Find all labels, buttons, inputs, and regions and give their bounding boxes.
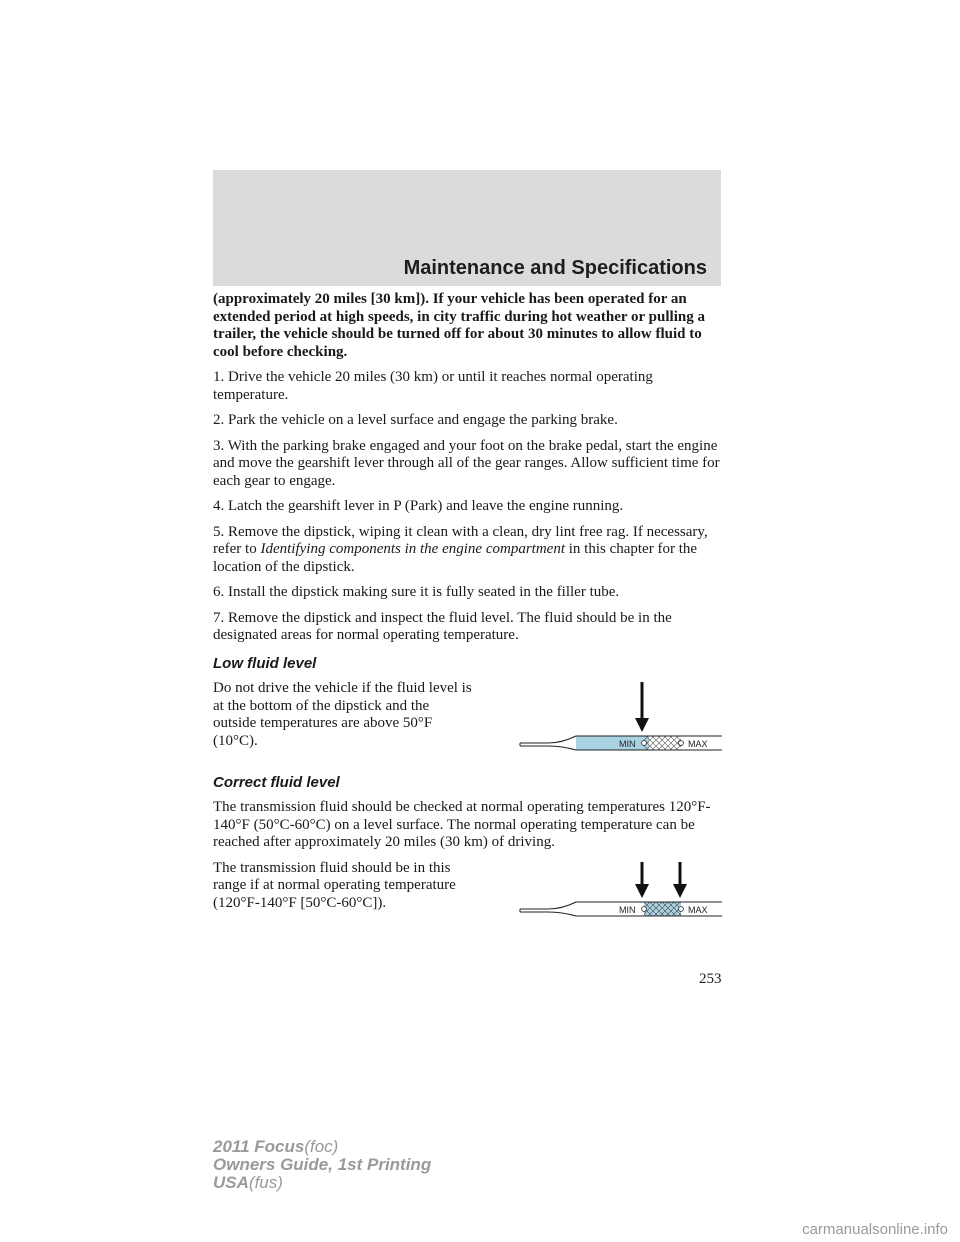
content <box>213 291 723 929</box>
dipstick-low-icon <box>518 680 723 758</box>
correct-fluid-figure <box>518 860 723 930</box>
step-2: 2. Park the vehicle on a level surface and engage the parking brake. <box>213 412 618 428</box>
step-5 <box>213 524 723 577</box>
low-fluid-heading: Low fluid level <box>213 654 317 672</box>
low-fluid-figure <box>518 680 723 764</box>
low-fluid-section <box>213 680 723 764</box>
footer-model: 2011 Focus <box>213 1137 305 1156</box>
low-fluid-text: Do not drive the vehicle if the fluid level is at the bottom of the dipstick and the outside temperatures are above 50°F (10°C). <box>213 680 472 749</box>
step-1: 1. Drive the vehicle 20 miles (30 km) or until it reaches normal operating temperature. <box>213 369 653 403</box>
footer-line-3 <box>213 1174 431 1192</box>
step-6: 6. Install the dipstick making sure it is fully seated in the filler tube. <box>213 584 620 600</box>
watermark: carmanualsonline.info <box>802 1221 948 1238</box>
correct-fluid-text-2: The transmission fluid should be in this range if at normal operating temperature (120°F-140°F [50°C-60°C]). <box>213 859 456 911</box>
footer-line-1 <box>213 1138 431 1156</box>
correct-fluid-text-1: The transmission fluid should be checked at normal operating temperatures 120°F-140°F (50°C-60°C) on a level surface. The normal operating temperature can be reached after approximately 20 miles (30 km) of driving. <box>213 799 711 850</box>
warning-text: (approximately 20 miles [30 km]). If your vehicle has been operated for an extended period at high speeds, in city traffic during hot weather or pulling a trailer, the vehicle should be turned off for about 30 minutes to allow fluid to cool before checking. <box>213 291 705 360</box>
footer-model-tag: (foc) <box>304 1137 339 1156</box>
page-number: 253 <box>699 971 722 987</box>
header-band <box>213 170 721 286</box>
min-label: MIN <box>619 904 636 915</box>
max-label: MAX <box>688 739 708 749</box>
correct-fluid-heading: Correct fluid level <box>213 773 340 791</box>
step-4: 4. Latch the gearshift lever in P (Park) and leave the engine running. <box>213 498 624 514</box>
dipstick-low-fill <box>576 736 649 750</box>
min-label: MIN <box>619 739 636 749</box>
page-title: Maintenance and Specifications <box>403 257 707 279</box>
step-7: 7. Remove the dipstick and inspect the fluid level. The fluid should be in the designated areas for normal operating temperature. <box>213 609 672 643</box>
step-5-text: 5. Remove the dipstick, wiping it clean with a clean, dry lint free rag. If necessary, refer to <box>213 523 708 557</box>
step-5-tail: in this chapter for the location of the dipstick. <box>213 541 698 575</box>
step-3: 3. With the parking brake engaged and your foot on the brake pedal, start the engine and move the gearshift lever through all of the gear ranges. Allow sufficient time for each gear to engage. <box>213 437 720 489</box>
footer-market-tag: (fus) <box>248 1173 283 1192</box>
correct-fluid-section <box>213 860 723 930</box>
footer <box>213 1138 431 1192</box>
footer-line-2: Owners Guide, 1st Printing <box>213 1155 432 1174</box>
footer-market: USA <box>213 1173 249 1192</box>
max-label: MAX <box>688 904 708 915</box>
step-5-reference: Identifying components in the engine compartment <box>260 541 565 557</box>
dipstick-correct-icon <box>518 860 723 924</box>
